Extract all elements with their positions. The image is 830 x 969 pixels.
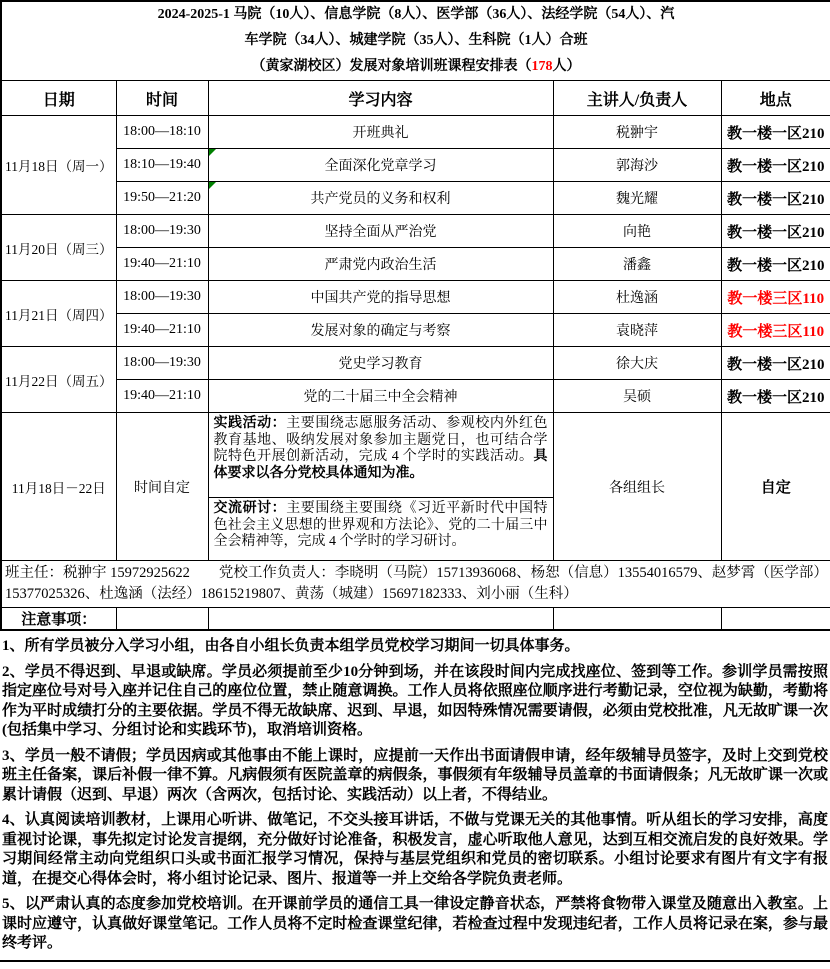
empty-cell bbox=[208, 608, 553, 631]
title-line-3 bbox=[4, 54, 828, 80]
speaker-cell: 袁晓萍 bbox=[553, 314, 721, 347]
content-cell-with-comment-marker: 共产党员的义务和权利 bbox=[208, 182, 553, 215]
table-row bbox=[1, 314, 830, 347]
content-cell: 发展对象的确定与考察 bbox=[208, 314, 553, 347]
table-row bbox=[1, 182, 830, 215]
location-cell: 教一楼一区210 bbox=[721, 248, 830, 281]
date-cell: 11月21日（周四） bbox=[1, 281, 116, 347]
practice-activity-label: 实践活动： bbox=[213, 416, 287, 431]
time-cell: 18:00—18:10 bbox=[116, 116, 208, 149]
time-cell: 18:00—19:30 bbox=[116, 347, 208, 380]
content-cell: 严肃党内政治生活 bbox=[208, 248, 553, 281]
speaker-cell: 魏光耀 bbox=[553, 182, 721, 215]
table-row bbox=[1, 149, 830, 182]
notice-item-3: 3、学员一般不请假；学员因病或其他事由不能上课时，应提前一天作出书面请假申请，经年级辅导员签字，及时上交到党校班主任备案，课后补假一律不算。凡病假须有医院盖章的病假条，事假须有年级辅导员盖章的书面请假条；凡无故旷课一次或累计请假（迟到、早退）两次（含两次，包括讨论、实践活动）以上者，不得结业。 bbox=[2, 747, 828, 803]
col-header-date: 日期 bbox=[1, 81, 116, 116]
location-cell: 自定 bbox=[721, 413, 830, 561]
notice-item-2: 2、学员不得迟到、早退或缺席。学员必须提前至少10分钟到场，并在该段时间内完成找座位、签到等工作。参训学员需按照指定座位号对号入座并记住自己的座位位置，禁止随意调换。工作人员将依照座位顺序进行考勤记录，空位视为缺勤，考勤将作为平时成绩打分的主要依据。学员不得无故缺席、迟到、早退，如因特殊情况需要请假，必须由党校批准，凡无故旷课一次(包括集中学习、分组讨论和实践环节)，取消培训资格。 bbox=[2, 663, 828, 738]
location-cell-highlighted: 教一楼三区110 bbox=[721, 281, 830, 314]
notice-item-4: 4、认真阅读培训教材，上课用心听讲、做笔记，不交头接耳讲话，不做与党课无关的其他事情。听从组长的学习安排，高度重视讨论课，事先拟定讨论发言提纲，充分做好讨论准备，积极发言，虚心听取他人意见，达到互相交流启发的良好效果。学习期间经常主动向党组织口头或书面汇报学习情况，保持与基层党组织和党员的密切联系。小组讨论要求有图片有文字有报道，在提交心得体会时，将小组讨论记录、图片、报道等一并上交给各学院负责老师。 bbox=[2, 812, 828, 887]
speaker-cell: 潘鑫 bbox=[553, 248, 721, 281]
location-cell: 教一楼一区210 bbox=[721, 182, 830, 215]
date-cell: 11月20日（周三） bbox=[1, 215, 116, 281]
location-cell: 教一楼一区210 bbox=[721, 380, 830, 413]
table-row bbox=[1, 215, 830, 248]
time-cell: 时间自定 bbox=[116, 413, 208, 561]
time-cell: 18:10—19:40 bbox=[116, 149, 208, 182]
title-line-3-post: 人） bbox=[552, 59, 581, 74]
date-cell: 11月18日－22日 bbox=[1, 413, 116, 561]
table-row bbox=[1, 248, 830, 281]
location-cell: 教一楼一区210 bbox=[721, 347, 830, 380]
content-cell-with-comment-marker: 全面深化党章学习 bbox=[208, 149, 553, 182]
seminar-label: 交流研讨： bbox=[213, 501, 287, 516]
speaker-cell: 杜逸涵 bbox=[553, 281, 721, 314]
content-cell: 开班典礼 bbox=[208, 116, 553, 149]
time-cell: 19:40—21:10 bbox=[116, 380, 208, 413]
speaker-cell: 向艳 bbox=[553, 215, 721, 248]
notice-title-row bbox=[1, 608, 830, 631]
contacts-text: 班主任：税翀宇 15972925622 党校工作负责人：李晓明（马院）15713936068、杨恕（信息）13554016579、赵梦霄（医学部）15377025326、杜逸涵（法经）18615219807、黄荡（城建）15697182333、刘小丽（生科） bbox=[1, 561, 830, 608]
practice-activity-note: 具体要求以各分党校具体通知为准。 bbox=[213, 449, 548, 481]
col-header-time: 时间 bbox=[116, 81, 208, 116]
time-cell: 19:40—21:10 bbox=[116, 248, 208, 281]
time-cell: 19:40—21:10 bbox=[116, 314, 208, 347]
contacts-row bbox=[1, 561, 830, 608]
table-row bbox=[1, 413, 830, 498]
location-cell: 教一楼一区210 bbox=[721, 215, 830, 248]
speaker-cell: 吴硕 bbox=[553, 380, 721, 413]
content-cell: 中国共产党的指导思想 bbox=[208, 281, 553, 314]
title-line-1: 2024-2025-1 马院（10人）、信息学院（8人）、医学部（36人）、法经学院（54人）、汽 bbox=[157, 7, 675, 22]
practice-activity-text: 主要围绕志愿服务活动、参观校内外红色教育基地、吸纳发展对象参加主题党日，也可结合学院特色开展创新活动，完成 4 个学时的实践活动。 bbox=[213, 416, 548, 464]
header-row bbox=[1, 81, 830, 116]
time-cell: 19:50—21:20 bbox=[116, 182, 208, 215]
time-cell: 18:00—19:30 bbox=[116, 215, 208, 248]
col-header-content: 学习内容 bbox=[208, 81, 553, 116]
speaker-cell: 各组组长 bbox=[553, 413, 721, 561]
empty-cell bbox=[116, 608, 208, 631]
content-cell: 党史学习教育 bbox=[208, 347, 553, 380]
location-cell: 教一楼一区210 bbox=[721, 149, 830, 182]
content-cell: 党的二十届三中全会精神 bbox=[208, 380, 553, 413]
speaker-cell: 徐大庆 bbox=[553, 347, 721, 380]
page-title bbox=[1, 1, 830, 81]
practice-activity-cell bbox=[208, 413, 553, 498]
table-row bbox=[1, 347, 830, 380]
col-header-location: 地点 bbox=[721, 81, 830, 116]
notice-item-1: 1、所有学员被分入学习小组，由各自小组长负责本组学员党校学习期间一切具体事务。 bbox=[2, 638, 580, 654]
col-header-speaker: 主讲人/负责人 bbox=[553, 81, 721, 116]
speaker-cell: 郭海沙 bbox=[553, 149, 721, 182]
notice-list bbox=[0, 631, 830, 954]
title-line-3-pre: （黄家湖校区）发展对象培训班课程安排表（ bbox=[251, 59, 532, 74]
empty-cell bbox=[721, 608, 830, 631]
title-row bbox=[1, 1, 830, 81]
seminar-cell bbox=[208, 498, 553, 561]
content-cell: 坚持全面从严治党 bbox=[208, 215, 553, 248]
title-line-2: 车学院（34人）、城建学院（35人）、生科院（1人）合班 bbox=[244, 33, 588, 48]
seminar-text: 主要围绕主要围绕《习近平新时代中国特色社会主义思想的世界观和方法论》、党的二十届三中全会精神等，完成 4 个学时的学习研讨。 bbox=[213, 501, 548, 549]
table-row bbox=[1, 116, 830, 149]
attendee-count: 178 bbox=[531, 59, 553, 74]
table-row bbox=[1, 380, 830, 413]
date-cell: 11月18日（周一） bbox=[1, 116, 116, 215]
location-cell: 教一楼一区210 bbox=[721, 116, 830, 149]
notice-item-5: 5、以严肃认真的态度参加党校培训。在开课前学员的通信工具一律设定静音状态，严禁将食物带入课堂及随意出入教室。上课时应遵守，认真做好课堂笔记。工作人员将不定时检查课堂纪律，若检查过程中发现违纪者，工作人员将记录在案，参与最终考评。 bbox=[2, 896, 828, 951]
bottom-border-line bbox=[0, 960, 830, 969]
speaker-cell: 税翀宇 bbox=[553, 116, 721, 149]
empty-cell bbox=[553, 608, 721, 631]
date-cell: 11月22日（周五） bbox=[1, 347, 116, 413]
location-cell-highlighted: 教一楼三区110 bbox=[721, 314, 830, 347]
table-row bbox=[1, 281, 830, 314]
notice-title: 注意事项： bbox=[1, 608, 116, 631]
time-cell: 18:00—19:30 bbox=[116, 281, 208, 314]
